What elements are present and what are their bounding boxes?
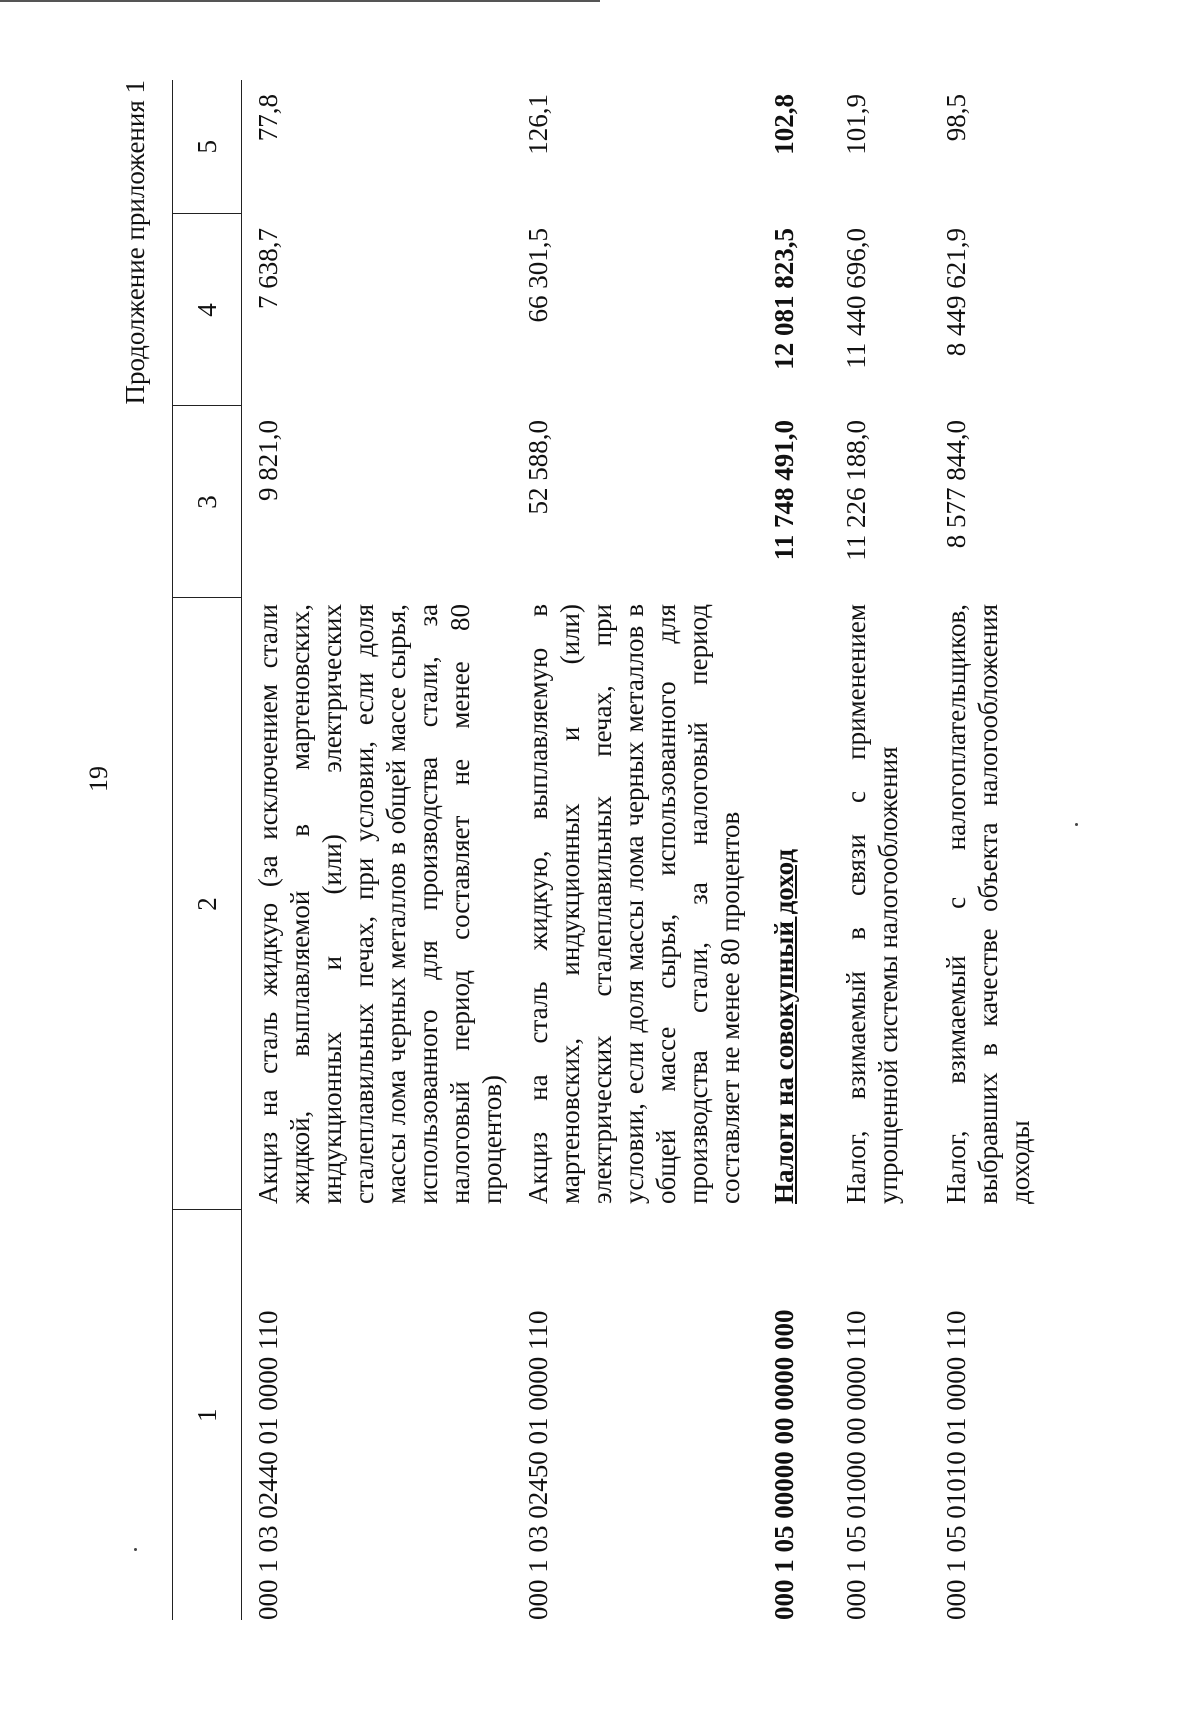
column-header-3: 3: [173, 406, 242, 598]
row-code: 000 1 05 01000 00 0000 110: [840, 1310, 871, 1620]
column-header-4: 4: [173, 214, 242, 406]
row-code: 000 1 03 02450 01 0000 110: [522, 1310, 553, 1620]
table-row: [758, 80, 830, 1620]
column-header-1: 1: [173, 1210, 242, 1620]
rotated-page-content: [120, 80, 1120, 1620]
row-plan-value: 11 748 491,0: [768, 420, 799, 561]
row-percent-value: 98,5: [940, 94, 971, 142]
table-row: [512, 80, 758, 1620]
row-code: 000 1 05 00000 00 0000 000: [768, 1309, 799, 1620]
row-percent-value: 126,1: [522, 94, 553, 155]
scan-speck: [134, 1548, 137, 1551]
table-header-row: [173, 80, 242, 1620]
row-percent-value: 77,8: [253, 94, 283, 142]
scan-top-edge-line: [0, 0, 600, 2]
continuation-label: Продолжение приложения 1: [120, 80, 150, 405]
row-code: 000 1 05 01010 01 0000 110: [940, 1310, 971, 1620]
row-name: Акциз на сталь жидкую, выплавляемую в мартеновских, индукционных и (или) электрических сталеплавильных печах, при условии, если доля массы лома черных металлов в общей массе сырья, использованного для производства стали, за налоговый период составляет не менее 80 процентов: [522, 604, 745, 1204]
row-name-text: Налоги на совокупный доход: [768, 849, 799, 1204]
column-header-5: 5: [173, 80, 242, 214]
row-name: Налог, взимаемый в связи с применением упрощенной системы налогообложения: [840, 604, 903, 1204]
budget-revenue-table: [172, 80, 1050, 1620]
row-actual-value: 66 301,5: [522, 228, 553, 323]
row-name: Налог, взимаемый с налогоплательщиков, выбравших в качестве объекта налогообложения доходы: [940, 604, 1035, 1204]
row-actual-value: 8 449 621,9: [940, 228, 971, 357]
row-actual-value: 11 440 696,0: [840, 228, 871, 369]
row-plan-value: 52 588,0: [522, 420, 553, 515]
row-actual-value: 7 638,7: [253, 228, 283, 309]
row-plan-value: 11 226 188,0: [840, 420, 871, 561]
row-plan-value: 9 821,0: [253, 420, 283, 501]
row-percent-value: 102,8: [768, 94, 799, 155]
row-actual-value: 12 081 823,5: [768, 228, 799, 370]
table-row: [930, 80, 1050, 1620]
column-header-2: 2: [173, 598, 242, 1210]
table-row: [830, 80, 930, 1620]
row-plan-value: 8 577 844,0: [940, 420, 971, 549]
table-row: [242, 80, 512, 1620]
row-name: [758, 598, 830, 1210]
row-percent-value: 101,9: [840, 94, 871, 155]
row-name: Акциз на сталь жидкую (за исключением стали жидкой, выплавляемой в мартеновских, индукционных и (или) электрических сталеплавильных печах, при условии, если доля массы лома черных металлов в общей массе сырья, использованного для производства стали, за налоговый период составляет не менее 80 процентов): [253, 604, 507, 1204]
scan-speck: [1075, 823, 1078, 826]
page-number: 19: [84, 766, 113, 792]
row-code: 000 1 03 02440 01 0000 110: [253, 1310, 283, 1620]
